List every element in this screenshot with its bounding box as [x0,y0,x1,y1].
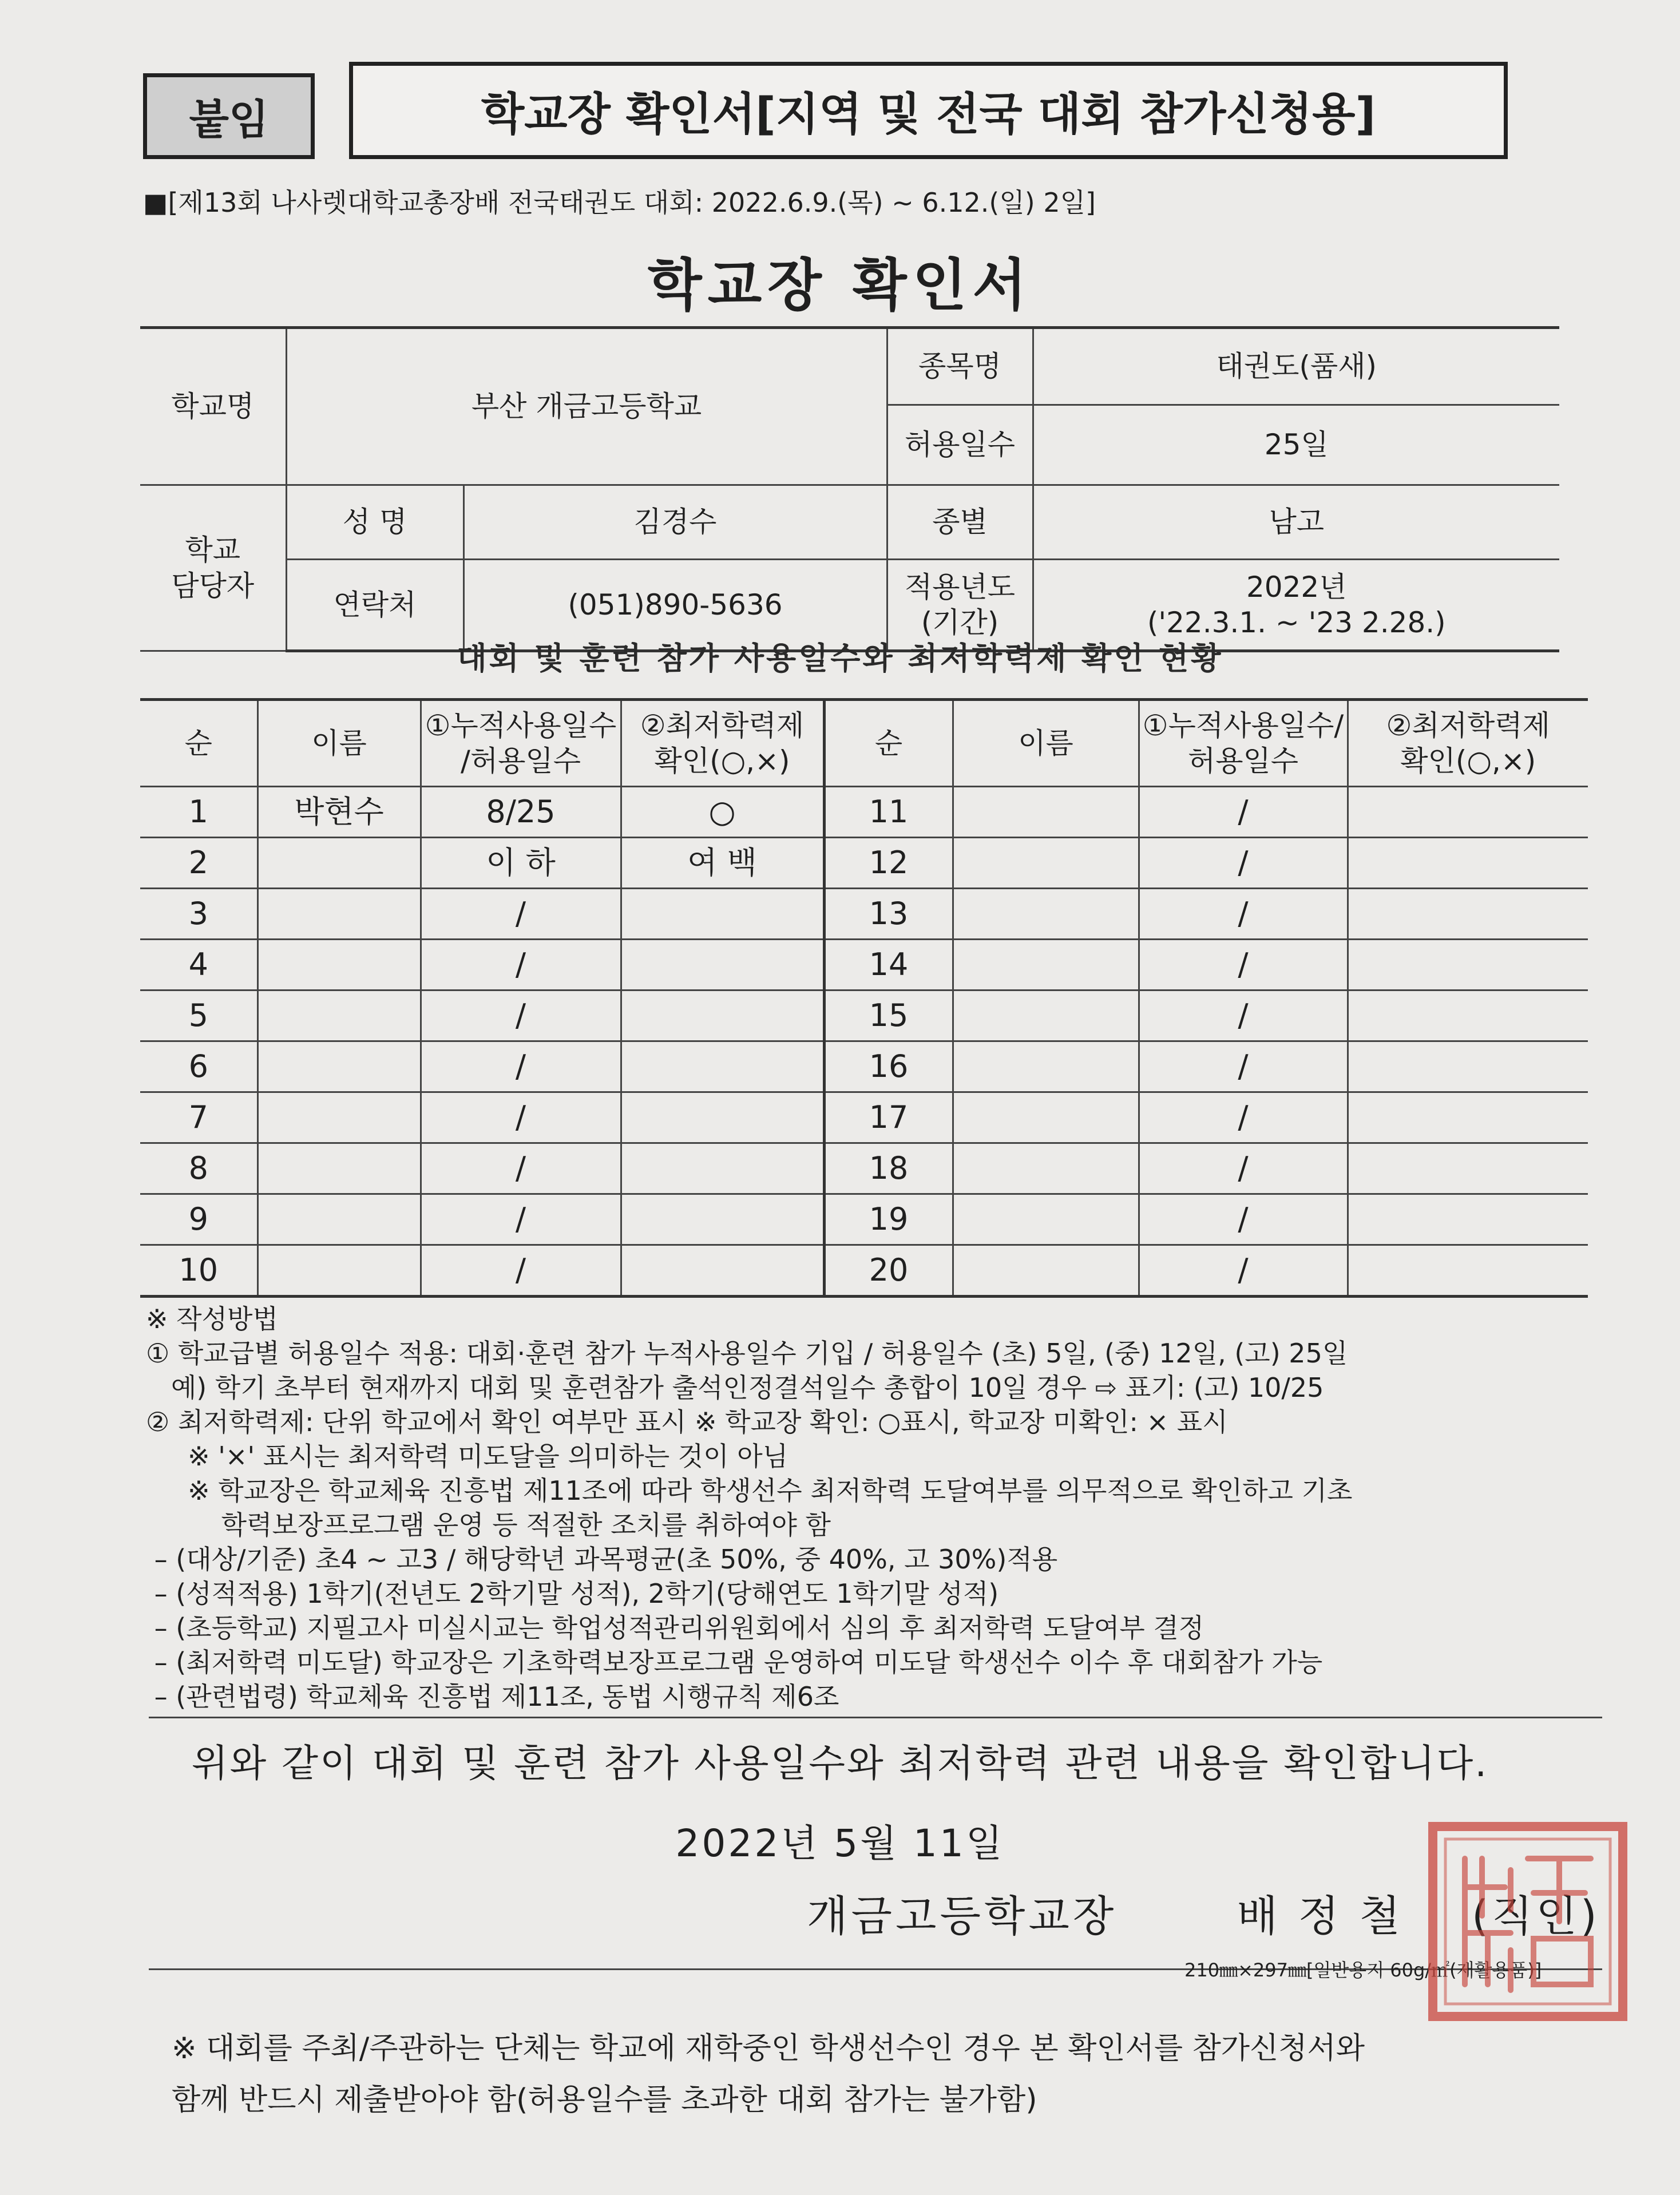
row-name [257,1143,421,1194]
confirm-statement: 위와 같이 대회 및 훈련 참가 사용일수와 최저학력 관련 내용을 확인합니다. [191,1741,1489,1785]
row-days: / [421,1092,621,1143]
note-line: 학력보장프로그램 운영 등 적절한 조치를 취하여야 함 [146,1509,831,1540]
manager-label: 학교 담당자 [140,485,286,651]
row-check [621,889,824,940]
official-seal-icon [1425,1818,1631,2024]
row-no: 6 [140,1041,257,1092]
row-days-right: / [1139,838,1348,889]
table-row [140,1092,1588,1143]
row-days: / [421,1245,621,1297]
row-no: 5 [140,990,257,1041]
note-line: – (최저학력 미도달) 학교장은 기초학력보장프로그램 운영하여 미도달 학생선수 이수 후 대회참가 가능 [146,1647,1323,1678]
row-name-right [953,940,1139,990]
year-value: 2022년 [1246,570,1347,604]
row-check [621,1143,824,1194]
row-no-right: 14 [824,940,953,990]
header-check-right: ②최저학력제 확인(○,×) [1348,700,1588,787]
row-no-right: 11 [824,787,953,838]
row-name [257,1194,421,1245]
table-row [140,1245,1588,1297]
name-value: 김경수 [463,485,887,560]
note-line: ※ '×' 표시는 최저학력 미도달을 의미하는 것이 아님 [146,1441,789,1472]
row-no: 3 [140,889,257,940]
usage-table [140,698,1588,1298]
row-name-right [953,889,1139,940]
row-days-right: / [1139,1143,1348,1194]
note-line: ② 최저학력제: 단위 학교에서 확인 여부만 표시 ※ 학교장 확인: ○표시, 학교장 미확인: × 표시 [146,1406,1228,1437]
row-no: 7 [140,1092,257,1143]
row-name-right [953,1041,1139,1092]
row-check [621,1194,824,1245]
row-check-right [1348,1245,1588,1297]
type-value: 남고 [1033,485,1559,560]
note-line: 예) 학기 초부터 현재까지 대회 및 훈련참가 출석인정결석일수 총합이 10일 경우 ⇨ 표기: (고) 10/25 [146,1372,1324,1403]
note-line: – (관련법령) 학교체육 진흥법 제11조, 동법 시행규칙 제6조 [146,1681,839,1712]
row-check-right [1348,889,1588,940]
row-name-right [953,1143,1139,1194]
row-name [257,1041,421,1092]
header-days: ①누적사용일수 /허용일수 [421,700,621,787]
writing-instructions [146,1302,1599,1714]
row-days: / [421,990,621,1041]
contact-value: (051)890-5636 [463,560,887,651]
row-check [621,990,824,1041]
row-no-right: 16 [824,1041,953,1092]
row-days: 8/25 [421,787,621,838]
allowed-days-value: 25일 [1033,405,1559,485]
row-days-right: / [1139,940,1348,990]
row-name [257,1092,421,1143]
note-line: – (성적적용) 1학기(전년도 2학기말 성적), 2학기(당해연도 1학기말 성적) [146,1578,999,1609]
row-name-right [953,838,1139,889]
row-check-right [1348,838,1588,889]
school-label: 학교명 [140,328,286,485]
row-check [621,1092,824,1143]
row-days: / [421,940,621,990]
row-name-right [953,1245,1139,1297]
row-days: / [421,1143,621,1194]
row-days: / [421,1194,621,1245]
event-label: 종목명 [887,328,1033,405]
header-no-right: 순 [824,700,953,787]
table-row [140,1194,1588,1245]
row-days: 이 하 [421,838,621,889]
row-check [621,940,824,990]
header-title: 학교장 확인서[지역 및 전국 대회 참가신청용] [349,62,1508,159]
row-name [257,990,421,1041]
row-check-right [1348,940,1588,990]
row-no-right: 18 [824,1143,953,1194]
info-table [140,326,1559,652]
year-label: 적용년도 (기간) [887,560,1033,651]
year-period: ('22.3.1. ~ '23 2.28.) [1147,606,1446,639]
attachment-tag: 붙임 [143,73,315,159]
event-value: 태권도(품새) [1033,328,1559,405]
table-row [140,838,1588,889]
contact-label: 연락처 [286,560,463,651]
row-no-right: 15 [824,990,953,1041]
row-check-right [1348,1041,1588,1092]
row-no: 4 [140,940,257,990]
row-days-right: / [1139,1245,1348,1297]
table-row [140,990,1588,1041]
issue-date: 2022년 5월 11일 [675,1821,1005,1865]
divider [149,1717,1602,1718]
row-days-right: / [1139,1194,1348,1245]
row-name [257,838,421,889]
row-no-right: 20 [824,1245,953,1297]
row-no-right: 12 [824,838,953,889]
school-value: 부산 개금고등학교 [286,328,887,485]
type-label: 종별 [887,485,1033,560]
row-no: 8 [140,1143,257,1194]
row-days-right: / [1139,787,1348,838]
header-check: ②최저학력제 확인(○,×) [621,700,824,787]
header-days-right: ①누적사용일수/ 허용일수 [1139,700,1348,787]
section-title: 대회 및 훈련 참가 사용일수와 최저학력제 확인 현황 [457,640,1223,676]
row-no-right: 17 [824,1092,953,1143]
row-days-right: / [1139,1092,1348,1143]
row-no: 2 [140,838,257,889]
row-name: 박현수 [257,787,421,838]
row-check [621,1245,824,1297]
row-days-right: / [1139,990,1348,1041]
row-no: 10 [140,1245,257,1297]
row-check-right [1348,1143,1588,1194]
row-check: ○ [621,787,824,838]
note-line: ① 학교급별 허용일수 적용: 대회·훈련 참가 누적사용일수 기입 / 허용일수 (초) 5일, (중) 12일, (고) 25일 [146,1338,1348,1369]
row-check-right [1348,1092,1588,1143]
row-check-right [1348,787,1588,838]
row-name [257,1245,421,1297]
row-name-right [953,1092,1139,1143]
allowed-days-label: 허용일수 [887,405,1033,485]
document-title: 학교장 확인서 [647,253,1033,318]
name-label: 성 명 [286,485,463,560]
header-no: 순 [140,700,257,787]
row-name [257,940,421,990]
signer-school: 개금고등학교장 [807,1892,1118,1941]
note-line: ※ 학교장은 학교체육 진흥법 제11조에 따라 학생선수 최저학력 도달여부를 의무적으로 확인하고 기초 [146,1475,1353,1506]
header-name: 이름 [257,700,421,787]
row-name-right [953,787,1139,838]
row-days: / [421,889,621,940]
row-check-right [1348,990,1588,1041]
row-name-right [953,990,1139,1041]
signer-name: 배 정 철 [1237,1892,1404,1941]
row-days-right: / [1139,1041,1348,1092]
row-check-right [1348,1194,1588,1245]
table-row [140,1143,1588,1194]
row-days: / [421,1041,621,1092]
event-meta-line: ■[제13회 나사렛대학교총장배 전국태권도 대회: 2022.6.9.(목) ~ 6.12.(일) 2일] [143,187,1096,218]
table-row [140,787,1588,838]
note-line: ※ 작성방법 [146,1303,278,1334]
table-row [140,940,1588,990]
header-name-right: 이름 [953,700,1139,787]
row-no-right: 13 [824,889,953,940]
note-line: – (초등학교) 지필고사 미실시교는 학업성적관리위원회에서 심의 후 최저학력 도달여부 결정 [146,1612,1204,1643]
footnote: ※ 대회를 주최/주관하는 단체는 학교에 재학중인 학생선수인 경우 본 확인서를 참가신청서와 함께 반드시 제출받아야 함(허용일수를 초과한 대회 참가는 불가함) [172,2031,1365,2117]
row-check: 여 백 [621,838,824,889]
paper-spec: 210㎜×297㎜[일반용지 60g/㎡(재활용품)] [1184,1959,1542,1981]
note-line: – (대상/기준) 초4 ~ 고3 / 해당학년 과목평균(초 50%, 중 40%, 고 30%)적용 [146,1544,1058,1575]
row-no: 1 [140,787,257,838]
seal-note: (직인) [1472,1892,1600,1941]
row-name-right [953,1194,1139,1245]
row-check [621,1041,824,1092]
row-no-right: 19 [824,1194,953,1245]
row-name [257,889,421,940]
row-no: 9 [140,1194,257,1245]
row-days-right: / [1139,889,1348,940]
table-row [140,1041,1588,1092]
table-row [140,889,1588,940]
